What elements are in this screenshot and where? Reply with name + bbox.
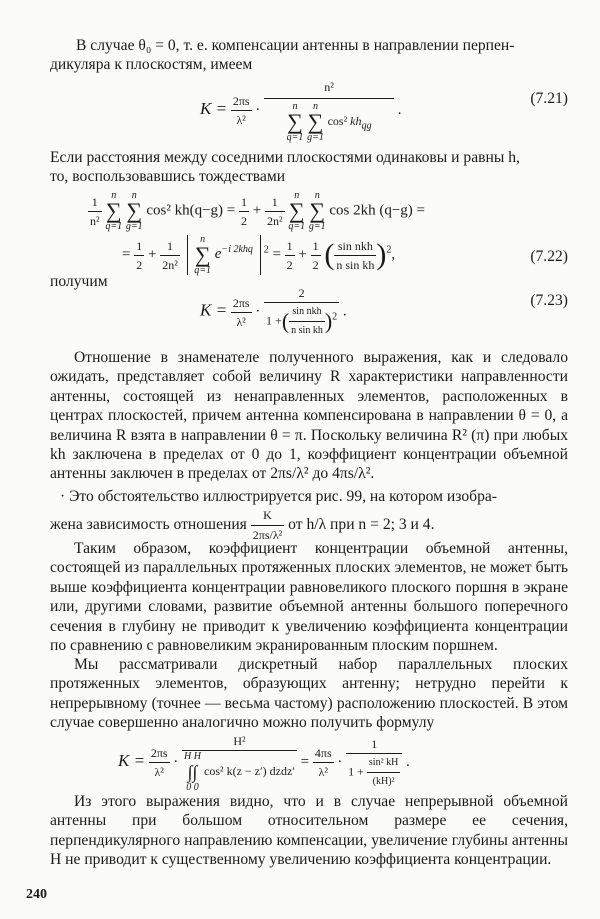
eq722-c-frac: $\frac{1}{\text{2n²}}$ bbox=[266, 194, 283, 228]
eqc-lhs: K = bbox=[118, 750, 146, 770]
para4-line2: жена зависимость отношения $\frac{K}{\text{2πs/λ²}}$ от h/λ при n = 2; 3 и 4. bbox=[50, 506, 435, 545]
para7: Из этого выражения видно, что и в случае непрерывной объемной антенны при большом относительном размере ее сечения, перпендикулярного направлению компенсации, увеличение глубины антенны H не приводит к существенному увеличению коэффициента концентрации. bbox=[50, 793, 568, 869]
eq721-sum-g: n ∑ g=1 bbox=[307, 101, 324, 143]
eq722-half2: $\frac{1}{2}$ bbox=[136, 238, 143, 272]
eq721-coef-den: λ² bbox=[236, 113, 246, 127]
eq722-sum-q1: n ∑ q=1 bbox=[105, 190, 123, 232]
eq722-sq: 2 bbox=[263, 244, 269, 256]
eq722-abs-right bbox=[260, 235, 261, 275]
eq721-coef bbox=[231, 92, 252, 129]
eq721-number: (7.21) bbox=[530, 90, 568, 107]
eq722-sum-g2: n ∑ g=1 bbox=[308, 190, 326, 232]
equation-7-22-line2: = $\frac{1}{2}$ + $\frac{1}{\text{2n²}}$ n ∑ q=1 $e^{-i 2khq}$ $^2$ = $\frac{1}{2}$ + $\frac{1}{2}$ ( $\frac{\text{sin nkh}}{\text{n sin kh}}$ )$^2$, bbox=[122, 234, 396, 276]
para5: Таким образом, коэффициент концентрации объемной антенны, состоящей из параллельных протяженных плоских элементов, не может быть выше коэффициента концентрации равновеликого плоского поршня в экране или, другими словами, развитие объемной антенны большого поперечного сечения в глубину не приводит к увеличению коэффициента концентрации по сравнению с равновеликим экранированным плоским поршнем. bbox=[50, 540, 568, 655]
eq722-c2: $\frac{1}{\text{2n²}}$ bbox=[162, 238, 178, 272]
eq723-coef: $\frac{2\pi s}{\text{λ²}}$ bbox=[232, 295, 250, 329]
eq722-sum-g1: n ∑ g=1 bbox=[125, 190, 143, 232]
eq723-number: (7.23) bbox=[530, 292, 568, 309]
equation-7-23: K = $\frac{2\pi s}{\text{λ²}}$ · 2 1 +( $\frac{\text{sin nkh}}{\text{n sin kh}}$ )$^2$ . bbox=[200, 284, 347, 340]
para2-line2: то, воспользовавшись тождествами bbox=[50, 168, 286, 185]
para2-line1: Если расстояния между соседними плоскостями одинаковы и равны h, bbox=[50, 149, 520, 166]
eq721-sum-q: n ∑ q=1 bbox=[286, 101, 304, 143]
eq722-mid: = bbox=[272, 246, 281, 263]
eqc-integrals: H H ∫∫ 0 0 bbox=[184, 751, 201, 793]
eq721-den: n ∑ q=1 n ∑ g=1 cos² $kh_{qg}$ bbox=[286, 101, 372, 143]
eq721-coef-num: 2πs bbox=[231, 92, 252, 111]
eqc-r-coef: $\frac{4\pi s}{\text{λ²}}$ bbox=[314, 746, 332, 779]
eq722-eq2: = bbox=[122, 246, 131, 263]
equation-7-21: K = $\frac{2\pi s}{\text{λ²}}$ · n² n ∑ q=1 n ∑ g=1 cos² $kh_{qg}$ . bbox=[200, 80, 402, 143]
eq722-lhs-frac bbox=[88, 193, 102, 230]
eq722-plus: + bbox=[252, 202, 262, 219]
para6: Мы рассматривали дискретный набор параллельных плоских протяженных элементов, образующих антенну; нетрудно перейти к непрерывному (точнее — весьма частому) расположению плоскостей. В этом случае совершенно аналогично можно получить формулу bbox=[50, 656, 568, 732]
eq722-half4: $\frac{1}{2}$ bbox=[312, 238, 319, 272]
eq722-number: (7.22) bbox=[530, 248, 568, 265]
eq723-lhs: K = bbox=[200, 300, 228, 320]
eqc-r-frac: 1 1 + $\frac{\text{sin² kH}}{\text{(kH)²}}$ bbox=[346, 735, 402, 791]
word-get: получим bbox=[50, 273, 108, 290]
eq722-half3: $\frac{1}{2}$ bbox=[286, 238, 293, 272]
eq721-dot: · bbox=[255, 101, 261, 118]
eqc-main-frac: H² H H ∫∫ 0 0 cos² k(z − z′) dzdz′ bbox=[184, 734, 295, 793]
para3: Отношение в знаменателе полученного выражения, как и следовало ожидать, представляет собой величину R характеристики направленности антенны, состоящей из ненаправленных элементов, расположенных в центрах плоскостей, причем антенна компенсирована в направлении θ = 0, а величина R взята в направлении θ = π. Поскольку величина R² (π) при любых kh заключена в пределах от 0 до 1, коэффициент концентрации объемной антенны заключен в пределах от 2πs/λ² до 4πs/λ². bbox=[50, 349, 568, 483]
eq722-exp: $e^{-i 2khq}$ bbox=[214, 244, 253, 263]
eq722-rhs1: cos 2kh (q−g) = bbox=[329, 202, 425, 219]
eq722-term1: cos² kh(q−g) = bbox=[146, 202, 236, 219]
para1-line2: дикуляра к плоскостям, имеем bbox=[50, 56, 253, 73]
eq721-num: n² bbox=[264, 78, 394, 99]
eq722-half: $\frac{1}{2}$ bbox=[241, 194, 248, 228]
equation-7-22-line1 bbox=[88, 190, 425, 232]
para4-frac: $\frac{K}{\text{2πs/λ²}}$ bbox=[252, 508, 283, 542]
eq721-lhs: K = bbox=[200, 98, 228, 118]
equation-continuous: K = $\frac{2\pi s}{\text{λ²}}$ · H² H H ∫∫ 0 0 cos² k(z − z′) dzdz′ = $\frac{4\pi s}{\text{λ²}}$ · 1 1 + $\frac{\text{sin² kH}}{\text{(kH)²}}$ . bbox=[118, 734, 410, 793]
page-number: 240 bbox=[26, 887, 47, 902]
para1-line1: В случае θ₀ = 0, т. е. компенсации антенны в направлении перпен- bbox=[76, 37, 515, 54]
eq722-sum-q3: n ∑ q=1 bbox=[194, 234, 212, 276]
eq722-sum-q2: n ∑ q=1 bbox=[288, 190, 306, 232]
eq721-main-frac bbox=[264, 78, 394, 143]
para4-line1: · Это обстоятельство иллюстрируется рис. 99, на котором изобра- bbox=[60, 488, 497, 505]
eq722-lhs-num: 1 bbox=[88, 193, 102, 212]
eq722-abs-left bbox=[187, 235, 188, 275]
eqc-coef: $\frac{2\pi s}{\text{λ²}}$ bbox=[150, 746, 168, 779]
eq722-sin-frac: $\frac{\text{sin nkh}}{\text{n sin kh}}$ bbox=[336, 238, 375, 272]
eq722-lhs-den: n² bbox=[90, 213, 100, 228]
eq723-main-frac: 2 1 +( $\frac{\text{sin nkh}}{\text{n sin kh}}$ )$^2$ bbox=[266, 286, 338, 336]
